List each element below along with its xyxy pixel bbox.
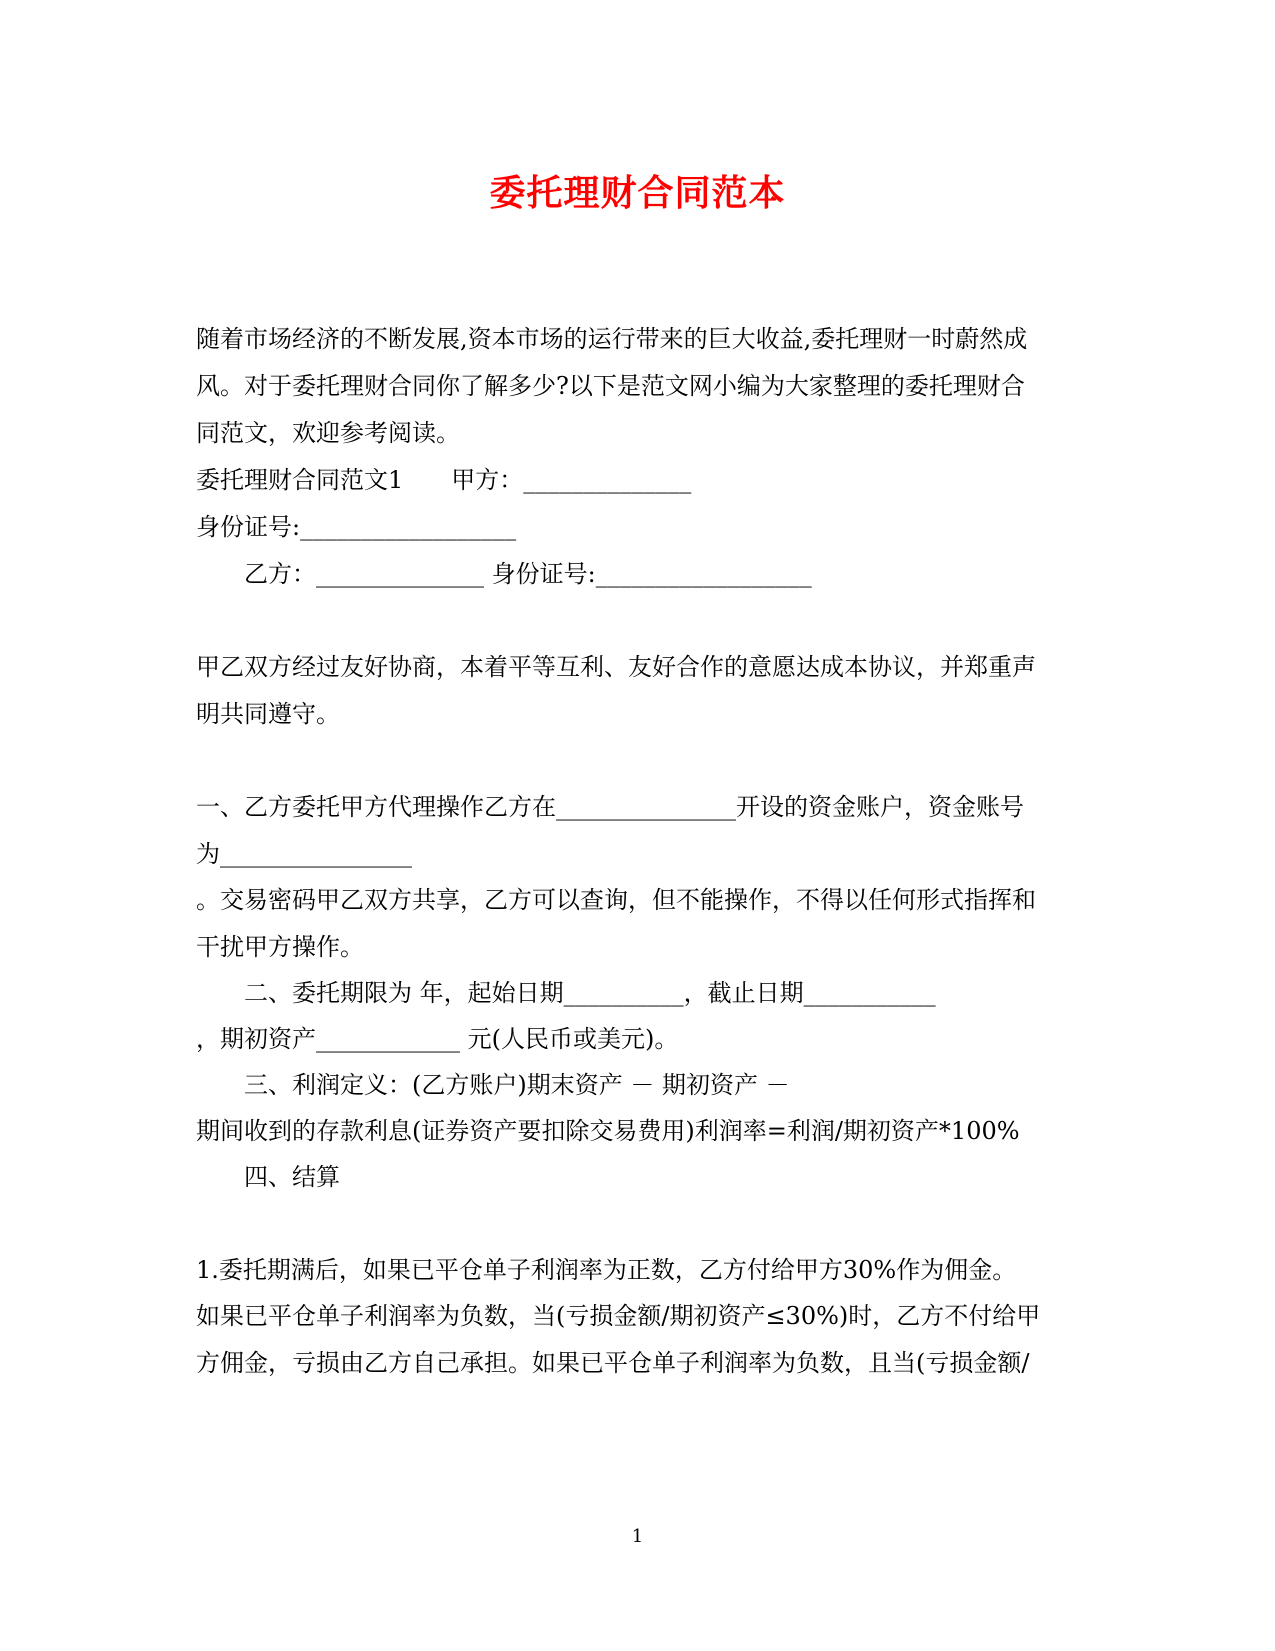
clause-1-line-2: 为________________ (196, 840, 412, 868)
agreement-line-1: 甲乙双方经过友好协商，本着平等互利、友好合作的意愿达成本协议，并郑重声 (196, 653, 1036, 681)
clause-1-line-4: 干扰甲方操作。 (196, 933, 364, 961)
clause-2-line-2: ，期初资产____________ 元(人民币或美元)。 (196, 1025, 679, 1053)
page-number: 1 (631, 1526, 644, 1547)
settlement-line-2: 如果已平仓单子利润率为负数，当(亏损金额/期初资产≤30%)时，乙方不付给甲 (196, 1302, 1041, 1330)
party-a-line: 委托理财合同范文1 甲方：______________ (196, 466, 692, 494)
clause-3-line-2: 期间收到的存款利息(证券资产要扣除交易费用)利润率=利润/期初资产*100% (196, 1117, 1020, 1145)
agreement-line-2: 明共同遵守。 (196, 700, 340, 728)
clause-2-line-1: 二、委托期限为 年，起始日期__________，截止日期___________ (196, 979, 936, 1007)
intro-line-1: 随着市场经济的不断发展,资本市场的运行带来的巨大收益,委托理财一时蔚然成 (196, 325, 1028, 353)
settlement-line-3: 方佣金，亏损由乙方自己承担。如果已平仓单子利润率为负数，且当(亏损金额/ (196, 1349, 1030, 1377)
clause-3-line-1: 三、利润定义：(乙方账户)期末资产 － 期初资产 － (196, 1071, 790, 1099)
intro-line-3: 同范文，欢迎参考阅读。 (196, 419, 460, 447)
clause-4-heading: 四、结算 (196, 1163, 340, 1191)
intro-line-2: 风。对于委托理财合同你了解多少?以下是范文网小编为大家整理的委托理财合 (196, 372, 1025, 400)
document-title: 委托理财合同范本 (489, 172, 786, 214)
settlement-line-1: 1.委托期满后，如果已平仓单子利润率为正数，乙方付给甲方30%作为佣金。 (196, 1256, 1017, 1284)
clause-1-line-1: 一、乙方委托甲方代理操作乙方在_______________开设的资金账户，资金账号 (196, 793, 1024, 821)
party-b-line: 乙方：______________ 身份证号:__________________ (196, 560, 812, 588)
clause-1-line-3: 。交易密码甲乙双方共享，乙方可以查询，但不能操作，不得以任何形式指挥和 (196, 886, 1036, 914)
party-a-id-line: 身份证号:__________________ (196, 513, 517, 541)
